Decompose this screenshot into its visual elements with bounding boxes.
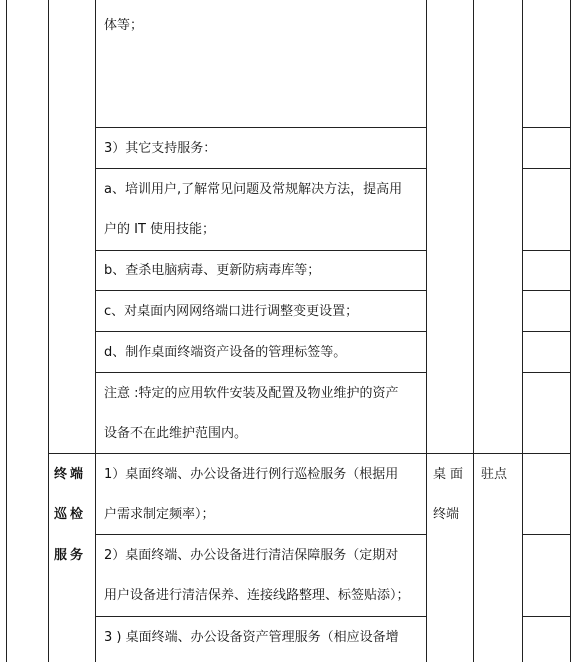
row-divider [522,616,570,617]
row-text: 3）其它支持服务： [104,141,217,156]
category-label: 服务 [54,548,87,563]
row-text: 2）桌面终端、办公设备进行清洁保障服务（定期对 [104,548,399,563]
row-divider [522,127,570,128]
row-divider [522,331,570,332]
row-text: c、对桌面内网网络端口进行调整变更设置； [104,304,359,319]
row-text: 注意 :特定的应用软件安装及配置及物业维护的资产 [104,386,399,401]
row-text: 体等； [104,18,144,33]
mode-label: 驻点 [481,467,508,482]
row-divider [522,168,570,169]
row-divider [522,250,570,251]
row-text: 1）桌面终端、办公设备进行例行巡检服务（根据用 [104,467,399,482]
row-text: 设备不在此维护范围内。 [104,426,248,441]
row-text: d、制作桌面终端资产设备的管理标签等。 [104,345,347,360]
table-border-left [6,0,7,662]
row-text: 用户设备进行清洁保养、连接线路整理、标签贴添）； [104,588,410,603]
column-divider [426,0,427,662]
row-divider [522,534,570,535]
row-text: b、查杀电脑病毒、更新防病毒库等； [104,263,321,278]
object-label: 终端 [433,507,460,522]
row-text: a、培训用户,了解常见问题及常规解决方法，提高用 [104,182,403,197]
row-divider [522,372,570,373]
row-text: 户需求制定频率）； [104,507,215,522]
category-label: 终端 [54,467,87,482]
column-divider [473,0,474,662]
table-border-right [570,0,571,662]
row-text: 3 ) 桌面终端、办公设备资产管理服务（相应设备增 [104,630,399,645]
column-divider [48,0,49,662]
category-label: 巡检 [54,507,87,522]
object-label: 桌面 [433,467,468,482]
row-divider [522,290,570,291]
row-text: 户的 IT 使用技能； [104,222,216,237]
